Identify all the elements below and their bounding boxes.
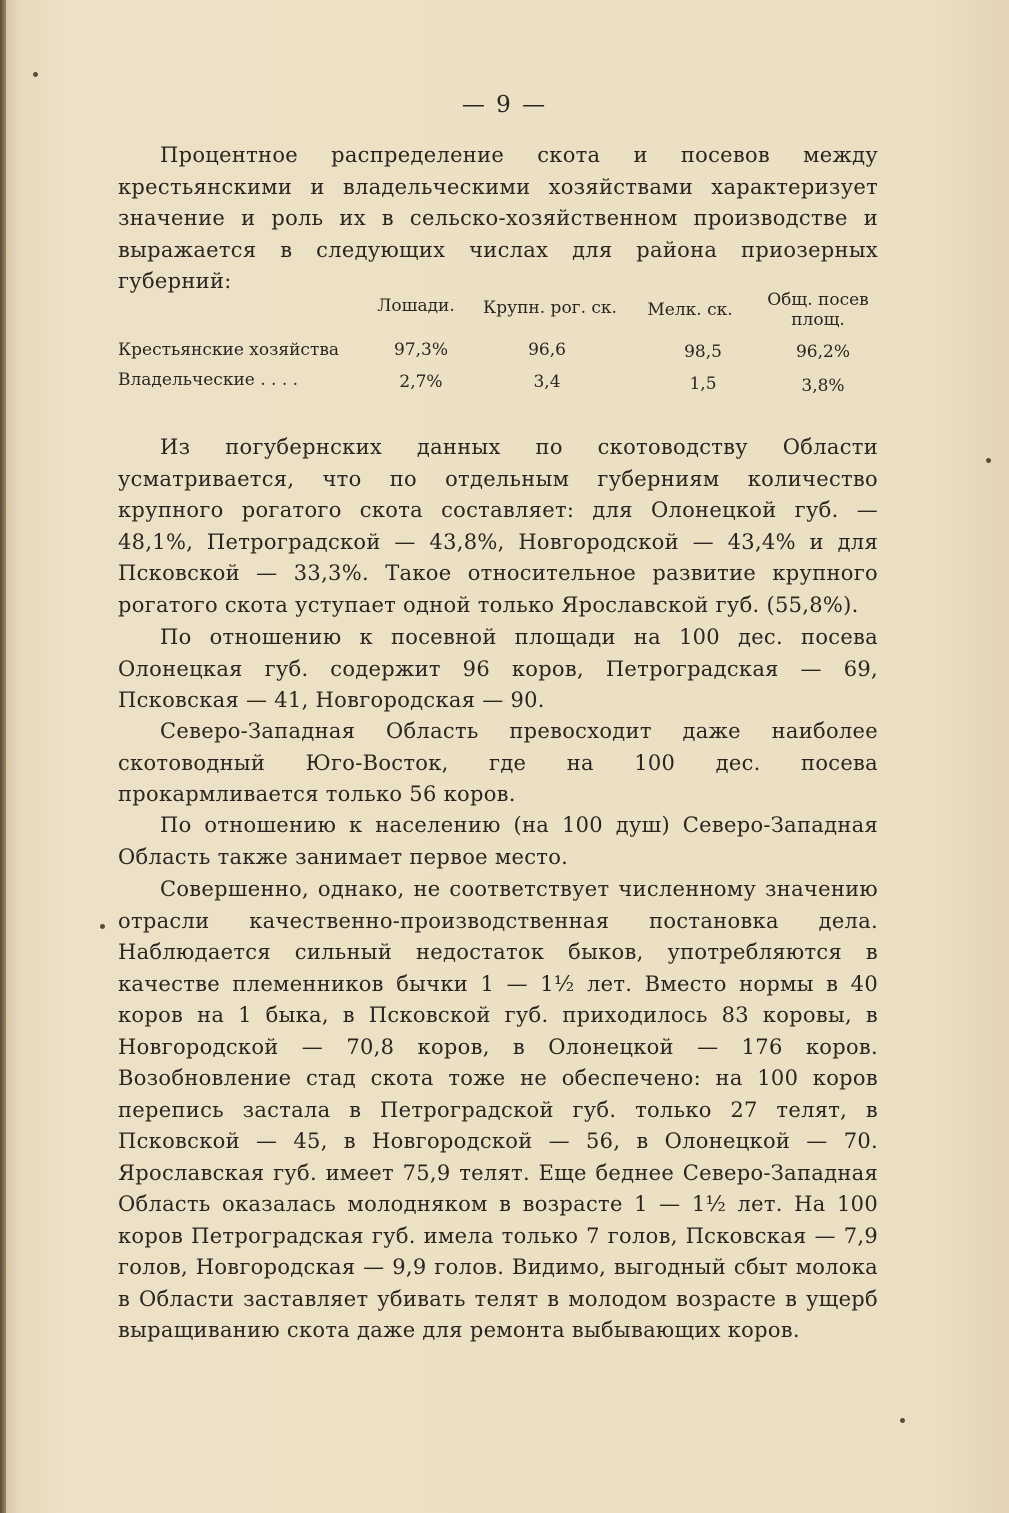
paragraph-population: По отношению к населению (на 100 душ) Северо-Западная Область также занимает первое место. (118, 813, 878, 869)
row-label-owners: Владельческие . . . . (118, 370, 299, 390)
header-horses: Лошади. (377, 296, 455, 316)
paper-spot (986, 458, 991, 463)
row-label-peasant: Крестьянские хозяйства (118, 340, 340, 360)
cell-owners-cattle: 3,4 (533, 372, 561, 392)
paragraph-southeast: Северо-Западная Область превосходит даже наиболее скотоводный Юго-Восток, где на 100 дес. посева прокармливается только 56 коров. (118, 719, 878, 806)
paper-spot (100, 924, 105, 929)
page-number: — 9 — (461, 92, 548, 118)
cell-owners-horses: 2,7% (399, 372, 443, 392)
cell-peasant-cattle: 96,6 (528, 340, 566, 360)
cell-owners-area: 3,8% (801, 376, 845, 396)
paper-spot (33, 72, 38, 77)
header-sown-area: Общ. посев площ. (767, 290, 869, 330)
intro-paragraph: Процентное распределение скота и посевов между крестьянскими и владельческими хозяйствами характеризует значение и роль их в сельско-хозяйственном производстве и выражается в следующих числах для района приозерных губерний: (118, 143, 878, 293)
paragraph-regional-data: Из погубернских данных по скотоводству Области усматривается, что по отдельным губерниям количество крупного рогатого скота составляет: для Олонецкой губ. — 48,1%, Петроградской — 43,8%, Новгородской — 43,4% и для Псковской — 33,3%. Такое относительное развитие крупного рогатого скота уступает одной только Ярославской губ. (55,8%). (118, 435, 878, 617)
cell-peasant-horses: 97,3% (393, 340, 448, 360)
cell-peasant-small: 98,5 (684, 342, 722, 362)
paper-spot (900, 1418, 905, 1423)
paragraph-sown-area: По отношению к посевной площади на 100 дес. посева Олонецкая губ. содержит 96 коров, Петроградская — 69, Псковская — 41, Новгородская — 90. (118, 625, 878, 712)
paragraph-quality: Совершенно, однако, не соответствует численному значению отрасли качественно-производственная постановка дела. Наблюдается сильный недостаток быков, употребляются в качестве племенников бычки 1 — 1½ лет. Вместо нормы в 40 коров на 1 быка, в Псковской губ. приходилось 83 коровы, в Новгородской — 70,8 коров, в Олонецкой — 176 коров. Возобновление стад скота тоже не обеспечено: на 100 коров перепись застала в Петроградской губ. только 27 телят, в Псковской — 45, в Новгородской — 56, в Олонецкой — 70. Ярославская губ. имеет 75,9 телят. Еще беднее Северо-Западная Область оказалась молодняком в возрасте 1 — 1½ лет. На 100 коров Петроградская губ. имела только 7 голов, Псковская — 7,9 голов, Новгородская — 9,9 голов. Видимо, выгодный сбыт молока в Области заставляет убивать телят в молодом возрасте в ущерб выращиванию скота даже для ремонта выбывающих коров. (118, 877, 878, 1342)
cell-owners-small: 1,5 (689, 374, 717, 394)
book-spine (0, 0, 6, 1513)
header-small-livestock: Мелк. ск. (647, 300, 733, 320)
cell-peasant-area: 96,2% (795, 342, 850, 362)
header-cattle: Крупн. рог. ск. (483, 298, 617, 318)
